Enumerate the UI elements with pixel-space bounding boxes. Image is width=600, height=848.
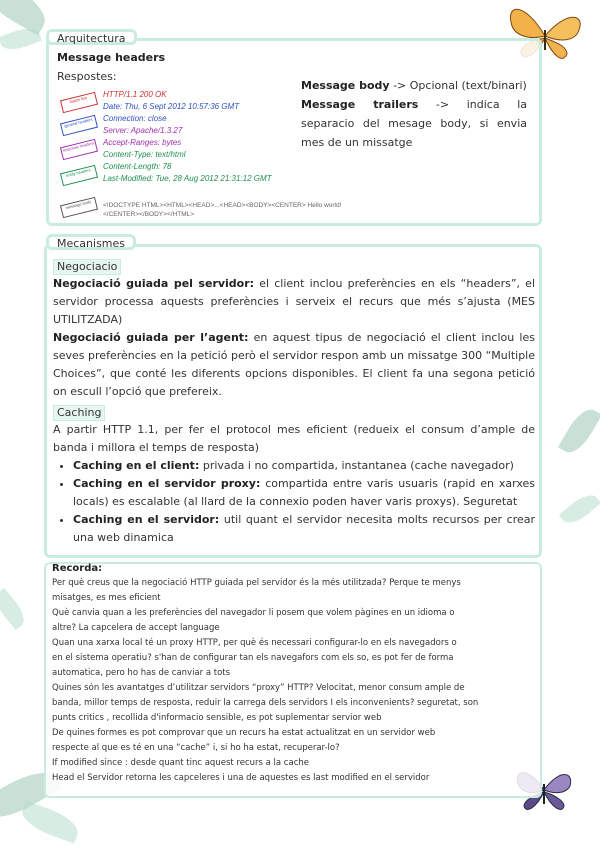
header-line: Content-Type: text/html	[103, 150, 186, 159]
tab-mecanismes: Mecanismes	[46, 234, 136, 250]
mecanismes-section	[44, 244, 542, 558]
caching-paragraph: A partir HTTP 1.1, per fer el protocol mes eficient (redueix el consum d’ample de banda i millora el temps de resposta)	[53, 423, 535, 454]
recorda-line: punts critics , recollida d'informacio sensible, es pot suplementar servior web	[52, 713, 382, 723]
header-line: Last-Modified: Tue, 28 Aug 2012 21:31:12 GMT	[103, 174, 272, 183]
recorda-title: Recorda:	[52, 563, 103, 574]
recorda-line: misatges, es mes eficient	[52, 593, 161, 603]
recorda-line: Per què creus que la negociació HTTP guiada pel servidor és la més utilitzada? Perque te menys	[52, 578, 461, 588]
recorda-line: Què canvia quan a les preferències del navegador li posem que volem pàgines en un idioma o	[52, 608, 455, 618]
message-headers-title: Message headers	[57, 51, 166, 64]
body-line: </CENTER></BODY></HTML>	[103, 211, 195, 218]
header-line: Connection: close	[103, 114, 167, 123]
recorda-line: Head el Servidor retorna les capceleres i una de aquestes es last modified en el servidor	[52, 773, 430, 783]
stamp-entity: entity headers	[60, 165, 98, 186]
header-line: Accept-Ranges: bytes	[103, 138, 182, 147]
stamp-general: general headers	[60, 115, 98, 136]
header-line: Content-Length: 78	[103, 162, 172, 171]
recorda-line: Quines són les avantatges d’utilitzar servidors “proxy” HTTP? Velocitat, menor consum ample de	[52, 683, 465, 693]
arquitectura-section	[46, 38, 542, 226]
header-line: Server: Apache/1.3.27	[103, 126, 183, 135]
leaf-decoration	[18, 800, 83, 843]
body-line: <!DOCTYPE HTML><HTML><HEAD>...<HEAD><BODY><CENTER> Hello world!	[103, 202, 342, 209]
list-item: • Caching en el client: privada i no compartida, instantanea (cache navegador)	[73, 457, 535, 475]
negociacio-agent-paragraph: Negociació guiada per l’agent: en aquest tipus de negociació el client inclou les seves preferències en la petició però el servidor respon amb un missatge 300 “Multiple Choices”, que conté les diferents opcions disponibles. El client fa una segona petició on escull l’opció que prefereix.	[53, 331, 535, 398]
header-line: Date: Thu, 6 Sept 2012 10:57:36 GMT	[103, 102, 240, 111]
recorda-line: en el sistema operatiu? s'han de configurar tan els navegafors com els so, es pot fer de forma	[52, 653, 454, 663]
recorda-section	[44, 562, 542, 798]
message-trailers-note: Message trailers -> indica la separacio del mesage body, si envia mes de un missatge	[301, 98, 527, 149]
recorda-line: Quan una xarxa local té un proxy HTTP, per què és necessari configurar-lo en els navegadors o	[52, 638, 457, 648]
caching-list	[53, 457, 535, 547]
recorda-line: If modified since : desde quant tinc aquest recurs a la cache	[52, 758, 309, 768]
negociacio-servidor-paragraph: Negociació guiada pel servidor: el client inclou preferències en els “headers”, el servidor processa aquests preferències i serveix el recurs que més s’ajusta (MES UTILITZADA)	[53, 277, 536, 326]
stamp-response: response headers	[60, 139, 98, 160]
recorda-line: automatica, pero ho has de canviar a tots	[52, 668, 231, 678]
recorda-line: respecte al que es té en una “cache” i, si ho ha estat, recuperar-lo?	[52, 743, 340, 753]
recorda-line: altre? La capcelera de accept language	[52, 623, 220, 633]
message-body-note: Message body -> Opcional (text/binari)	[301, 79, 527, 92]
respostes-label: Respostes:	[57, 70, 117, 83]
leaf-decoration	[559, 489, 600, 529]
recorda-line: banda, millor temps de resposta, reduir la carrega dels servidors I els inconvenients? seguretat, son	[52, 698, 479, 708]
leaf-decoration	[558, 404, 600, 458]
negociacio-heading: Negociacio	[53, 259, 121, 275]
list-item: • Caching en el servidor: util quant el servidor necesita molts recursos per crear una web dinamica	[73, 511, 535, 547]
caching-heading: Caching	[53, 405, 105, 421]
header-line: HTTP/1.1 200 OK	[103, 90, 167, 99]
leaf-decoration	[0, 588, 30, 630]
recorda-line: De quines formes es pot comprovar que un recurs ha estat actualitzat en un servidor web	[52, 728, 436, 738]
list-item: • Caching en el servidor proxy: compartida entre varis usuaris (rapid en xarxes locals) es escalable (al llard de la connexio poden haver varis proxys). Seguretat	[73, 475, 535, 511]
stamp-body: message body	[60, 197, 98, 218]
stamp-status: status line	[60, 92, 98, 113]
tab-arquitectura: Arquitectura	[46, 29, 137, 45]
